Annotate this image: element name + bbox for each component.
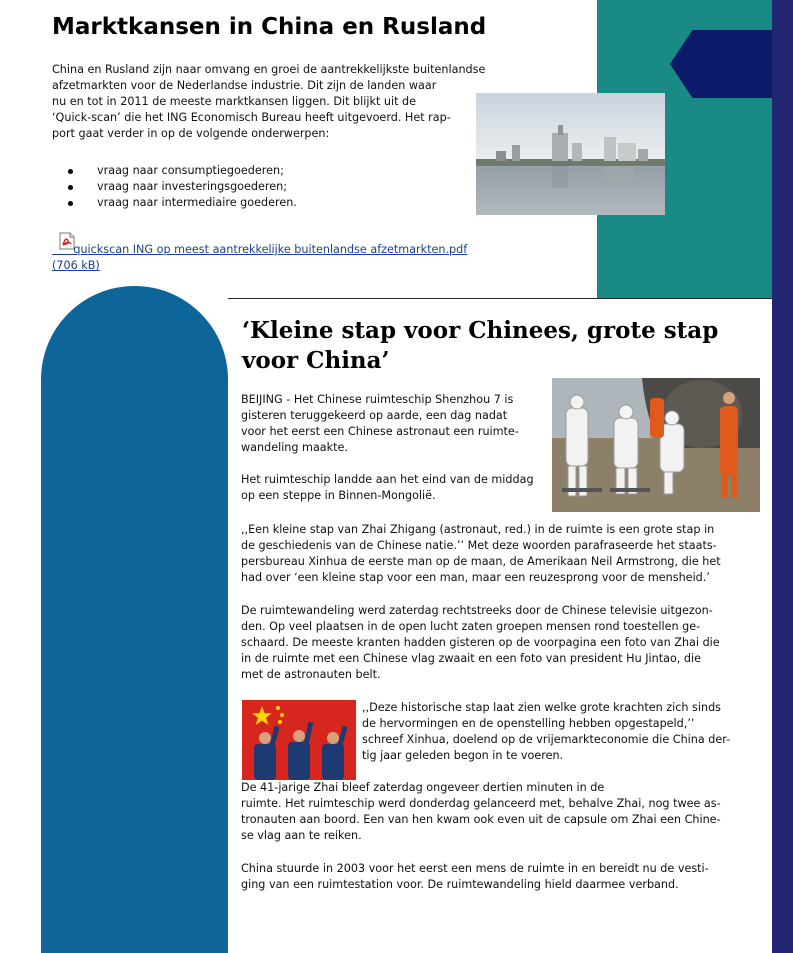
list-item: vraag naar investeringsgoederen; bbox=[52, 179, 297, 195]
paragraph-lead: BEIJING - Het Chinese ruimteschip Shenzhou 7 is gisteren teruggekeerd op aarde, een dag nadat voor het eerst een Chinese astronaut een ruimte- wandeling maakte. bbox=[241, 393, 519, 454]
paragraph-station: China stuurde in 2003 voor het eerst een mens de ruimte in en bereidt nu de vesti- ging van een ruimtestation voor. De ruimtewandeling hield daarmee verband. bbox=[241, 862, 709, 891]
paragraph-spacewalk: De 41-jarige Zhai bleef zaterdag ongeveer dertien minuten in de ruimte. Het ruimteschip werd donderdag gelanceerd met, behalve Zhai, nog twee as- tronauten aan boord. Een van hen kwam ook even uit de capsule om Zhai een Chine- se vlag aan te reiken. bbox=[241, 781, 721, 842]
bullet-icon bbox=[68, 185, 73, 190]
bullet-icon bbox=[68, 169, 73, 174]
article-title-space: ‘Kleine stap voor Chinees, grote stap voor China’ bbox=[242, 317, 719, 374]
paragraph-landing: Het ruimteschip landde aan het eind van de middag op een steppe in Binnen-Mongolië. bbox=[241, 473, 534, 502]
list-item: vraag naar intermediaire goederen. bbox=[52, 195, 297, 211]
paragraph-quote: ,,Een kleine stap van Zhai Zhigang (astronaut, red.) in de ruimte is een grote stap in de geschiedenis van de Chinese natie.’’ Met deze woorden parafraseerde het staats- persbureau Xinhua de eerste man op de maan, de Amerikaan Neil Armstrong, die het had over ‘een kleine stap voor een man, maar een reuzesprong voor de mensheid.’ bbox=[241, 523, 721, 584]
city-skyline-photo bbox=[476, 93, 665, 215]
paragraph-xinhua: ,,Deze historische stap laat zien welke grote krachten zich sinds de hervormingen en de openstelling hebben opgestapeld,’’ schreef Xinhua, doelend op de vrijemarkteconomie die China der- tig jaar geleden begon in te voeren. bbox=[362, 701, 731, 762]
navy-side-stripe bbox=[772, 0, 793, 953]
list-item: vraag naar consumptiegoederen; bbox=[52, 163, 297, 179]
astronauts-landing-photo bbox=[552, 378, 760, 512]
pdf-download-link[interactable]: quickscan ING op meest aantrekkelijke buitenlandse afzetmarkten.pdf (706 kB) bbox=[52, 243, 468, 272]
paragraph-broadcast: De ruimtewandeling werd zaterdag rechtstreeks door de Chinese televisie uitgezon- den. Op veel plaatsen in de open lucht zaten groepen mensen rond toestellen ge- schaard. De meeste kranten hadden gisteren op de voorpagina een foto van Zhai die in de ruimte met een Chinese vlag zwaait en een foto van president Hu Jintao, die met de astronauten belt. bbox=[241, 604, 720, 681]
article-title-market: Marktkansen in China en Rusland bbox=[52, 14, 487, 40]
bullet-icon bbox=[68, 201, 73, 206]
blue-sidebar-decor bbox=[41, 286, 228, 953]
section-divider bbox=[228, 298, 772, 299]
topics-list bbox=[52, 163, 297, 211]
intro-paragraph: China en Rusland zijn naar omvang en groei de aantrekkelijkste buitenlandse afzetmarkten voor de Nederlandse industrie. Dit zijn de landen waar nu en tot in 2011 de meeste marktkansen liggen. Dit blijkt uit de ‘Quick-scan’ die het ING Economisch Bureau heeft uitgevoerd. Het rap- port gaat verder in op de volgende onderwerpen: bbox=[52, 63, 486, 140]
astronauts-flag-photo bbox=[242, 700, 356, 780]
